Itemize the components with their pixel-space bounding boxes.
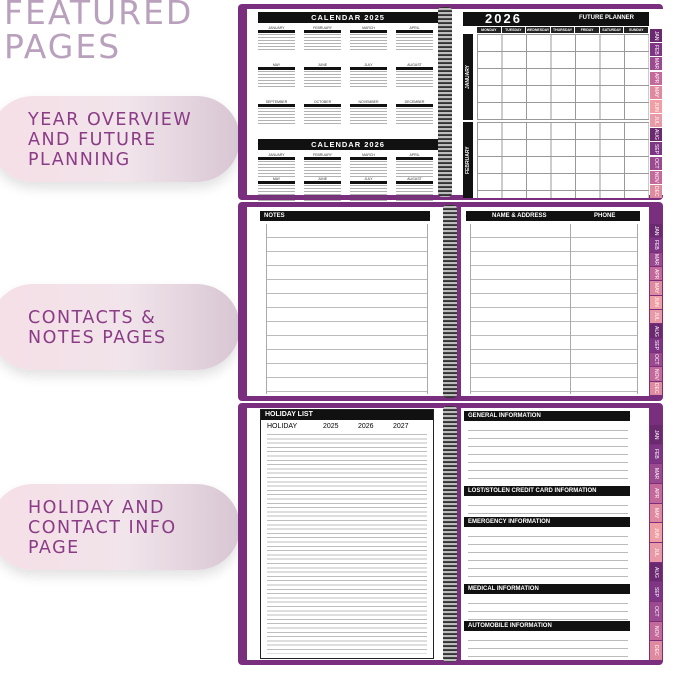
mini-month-january [258, 26, 295, 46]
month-tabs [650, 29, 662, 199]
emergency-fields [468, 529, 628, 581]
mini-month-july [350, 63, 387, 83]
mini-month-january [258, 153, 295, 173]
tab-jul[interactable]: JUL [650, 310, 662, 323]
tab-jan[interactable]: JAN [650, 224, 662, 237]
tab-apr[interactable]: APR [650, 72, 662, 85]
phone-title: PHONE [594, 213, 616, 219]
notes-header [260, 211, 430, 221]
emergency-header: EMERGENCY INFORMATION [464, 517, 630, 527]
callout-holiday-contact [0, 484, 240, 570]
mini-month-june [304, 177, 341, 197]
planner-spread-year [238, 4, 663, 200]
tab-mar[interactable]: MAR [650, 253, 662, 266]
medical-header: MEDICAL INFORMATION [464, 584, 630, 594]
mini-month-september [258, 100, 295, 120]
tab-jul[interactable]: JUL [650, 543, 662, 562]
mini-month-august [396, 177, 433, 197]
address-lines [470, 224, 638, 394]
tab-mar[interactable]: MAR [650, 464, 662, 483]
calendar-2025-grid [258, 26, 438, 136]
mini-month-label: MARCH [362, 153, 375, 157]
day-header-monday: MONDAY [477, 27, 501, 33]
headline-line1: FEATURED [4, 0, 194, 32]
tab-dec[interactable]: DEC [650, 382, 662, 395]
month-tabs-3 [650, 425, 662, 661]
day-header-thursday: THURSDAY [551, 27, 575, 33]
tab-sep[interactable]: SEP [650, 142, 662, 155]
holiday-list-title: HOLIDAY LIST [261, 410, 433, 420]
tab-jul[interactable]: JUL [650, 114, 662, 127]
mini-month-label: NOVEMBER [358, 100, 379, 104]
mini-month-march [350, 26, 387, 46]
notes-title: NOTES [264, 213, 285, 219]
tab-jan[interactable]: JAN [650, 29, 662, 42]
day-header-sunday: SUNDAY [624, 27, 648, 33]
tab-feb[interactable]: FEB [650, 238, 662, 251]
february-grid [477, 122, 649, 198]
tab-jun[interactable]: JUN [650, 100, 662, 113]
tab-aug[interactable]: AUG [650, 563, 662, 582]
mini-month-february [304, 26, 341, 46]
spiral-binding [438, 7, 452, 197]
spiral-binding-2 [443, 205, 457, 398]
tab-may[interactable]: MAY [650, 504, 662, 523]
headline-line2: PAGES [4, 27, 122, 66]
spiral-binding-3 [443, 406, 457, 662]
callout-contacts-notes [0, 284, 240, 370]
lost-card-fields [468, 498, 628, 514]
mini-month-june [304, 63, 341, 83]
headline [4, 0, 193, 64]
tab-jun[interactable]: JUN [650, 523, 662, 542]
mini-month-may [258, 177, 295, 197]
day-header-saturday: SATURDAY [600, 27, 624, 33]
day-header-tuesday: TUESDAY [502, 27, 526, 33]
tab-oct[interactable]: OCT [650, 157, 662, 170]
future-planner [463, 12, 649, 198]
tab-jan[interactable]: JAN [650, 425, 662, 444]
col-2025: 2025 [323, 423, 339, 430]
mini-month-april [396, 153, 433, 173]
address-header [466, 211, 640, 221]
auto-fields [468, 633, 628, 657]
info-page [462, 409, 648, 659]
col-2026: 2026 [358, 423, 374, 430]
callout-year-line1: YEAR OVERVIEW [28, 110, 193, 130]
planner-spread-contacts [238, 202, 663, 401]
tab-feb[interactable]: FEB [650, 43, 662, 56]
planner-spread-holiday [238, 403, 663, 665]
tab-nov[interactable]: NOV [650, 622, 662, 641]
calendar-2026 [258, 139, 438, 150]
tab-may[interactable]: MAY [650, 86, 662, 99]
mini-month-november [350, 100, 387, 120]
callout-holiday-line2: CONTACT INFO [28, 518, 177, 538]
tab-aug[interactable]: AUG [650, 128, 662, 141]
mini-month-label: APRIL [409, 153, 420, 157]
holiday-rows [267, 434, 427, 654]
mini-month-label: FEBRUARY [313, 26, 332, 30]
mini-month-may [258, 63, 295, 83]
general-info-fields [468, 423, 628, 483]
tab-sep[interactable]: SEP [650, 339, 662, 352]
day-header-wednesday: WEDNESDAY [526, 28, 550, 32]
col-2027: 2027 [393, 423, 409, 430]
col-holiday: HOLIDAY [267, 423, 298, 430]
mini-month-label: AUGUST [407, 177, 422, 181]
month-label-january: JANUARY [463, 34, 473, 120]
tab-sep[interactable]: SEP [650, 582, 662, 601]
january-grid [477, 34, 649, 120]
auto-header: AUTOMOBILE INFORMATION [464, 621, 630, 631]
notes-lines [266, 224, 428, 394]
mini-month-label: JUNE [317, 63, 328, 67]
day-header-friday: FRIDAY [575, 27, 599, 33]
mini-month-label: FEBRUARY [313, 153, 332, 157]
tab-may[interactable]: MAY [650, 281, 662, 294]
mini-month-label: JANUARY [268, 26, 285, 30]
calendar-2026-title: CALENDAR 2026 [258, 139, 438, 150]
name-address-title: NAME & ADDRESS [492, 213, 547, 219]
tab-dec[interactable]: DEC [650, 185, 662, 198]
tab-jun[interactable]: JUN [650, 296, 662, 309]
tab-mar[interactable]: MAR [650, 57, 662, 70]
mini-month-december [396, 100, 433, 120]
mini-month-label: JULY [364, 63, 373, 67]
tab-apr[interactable]: APR [650, 267, 662, 280]
future-planner-days [477, 27, 649, 33]
mini-month-label: MAY [272, 63, 281, 67]
holiday-list [260, 409, 434, 659]
tab-oct[interactable]: OCT [650, 602, 662, 621]
callout-year-overview [0, 96, 240, 182]
tab-apr[interactable]: APR [650, 484, 662, 503]
mini-month-label: MARCH [362, 26, 375, 30]
callout-year-line3: PLANNING [28, 150, 131, 170]
tab-feb[interactable]: FEB [650, 445, 662, 464]
mini-month-label: JULY [364, 177, 373, 181]
tab-aug[interactable]: AUG [650, 324, 662, 337]
mini-month-february [304, 153, 341, 173]
mini-month-july [350, 177, 387, 197]
medical-fields [468, 596, 628, 620]
callout-holiday-line3: PAGE [28, 538, 80, 558]
callout-contacts-line1: CONTACTS & [28, 308, 157, 328]
mini-month-march [350, 153, 387, 173]
future-planner-title: FUTURE PLANNER [579, 15, 634, 21]
lost-card-header: LOST/STOLEN CREDIT CARD INFORMATION [464, 486, 630, 496]
future-planner-year: 2026 [485, 11, 522, 26]
mini-month-label: APRIL [409, 26, 420, 30]
tab-nov[interactable]: NOV [650, 367, 662, 380]
mini-month-april [396, 26, 433, 46]
mini-month-october [304, 100, 341, 120]
tab-nov[interactable]: NOV [650, 171, 662, 184]
mini-month-august [396, 63, 433, 83]
callout-year-line2: AND FUTURE [28, 130, 157, 150]
calendar-2025-title: CALENDAR 2025 [258, 12, 438, 23]
mini-month-label: OCTOBER [313, 100, 332, 104]
calendar-2026-grid [258, 153, 438, 198]
tab-dec[interactable]: DEC [650, 641, 662, 660]
tab-oct[interactable]: OCT [650, 353, 662, 366]
general-info-header: GENERAL INFORMATION [464, 411, 630, 421]
month-label-february: FEBRUARY [463, 122, 473, 198]
callout-holiday-line1: HOLIDAY AND [28, 498, 165, 518]
mini-month-label: JANUARY [268, 153, 285, 157]
calendar-2025 [258, 12, 438, 23]
mini-month-label: DECEMBER [404, 100, 425, 104]
mini-month-label: SEPTEMBER [265, 100, 288, 104]
mini-month-label: JUNE [317, 177, 328, 181]
month-tabs-2 [650, 224, 662, 396]
callout-contacts-line2: NOTES PAGES [28, 328, 167, 348]
mini-month-label: AUGUST [407, 63, 422, 67]
mini-month-label: MAY [272, 177, 281, 181]
